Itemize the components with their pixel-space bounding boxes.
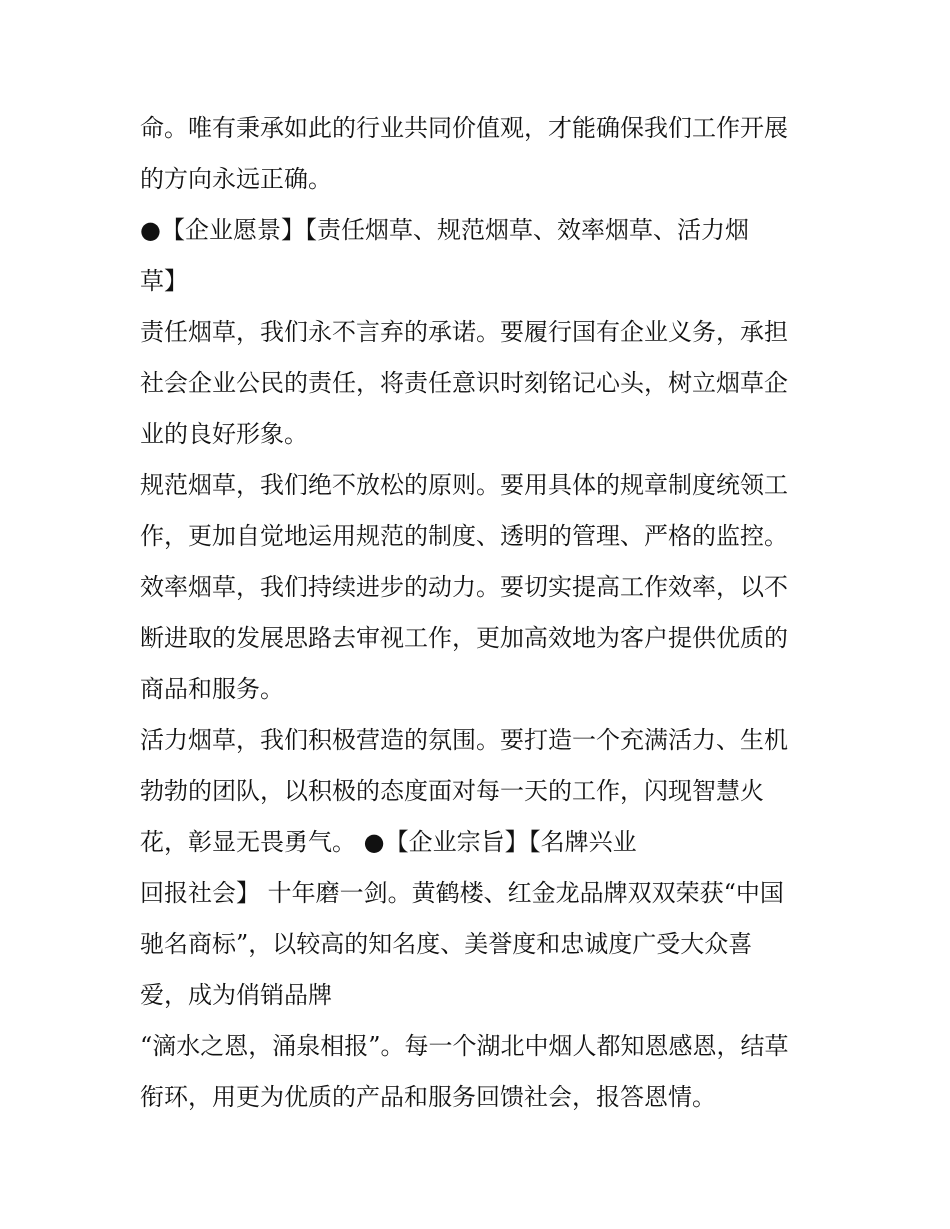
text-line: 商品和服务。 [140, 675, 284, 703]
text-line: 规范烟草，我们绝不放松的原则。要用具体的规章制度统领工 [140, 471, 788, 499]
text-line: 回报社会】 十年磨一剑。黄鹤楼、红金龙品牌双双荣获“中国 [140, 879, 784, 907]
text-line: 衔环，用更为优质的产品和服务回馈社会，报答恩情。 [140, 1083, 716, 1111]
text-line: 爱，成为俏销品牌 [140, 981, 332, 1009]
text-line: 活力烟草，我们积极营造的氛围。要打造一个充满活力、生机 [140, 726, 788, 754]
text-line: “滴水之恩，涌泉相报”。每一个湖北中烟人都知恩感恩，结草 [140, 1032, 789, 1060]
text-line: 花，彰显无畏勇气。 ●【企业宗旨】【名牌兴业 [140, 828, 637, 856]
document-body [140, 103, 830, 1123]
text-line: 效率烟草，我们持续进步的动力。要切实提高工作效率，以不 [140, 573, 788, 601]
text-line: 命。唯有秉承如此的行业共同价值观，才能确保我们工作开展 [140, 114, 788, 142]
text-line: 作，更加自觉地运用规范的制度、透明的管理、严格的监控。 [140, 522, 788, 550]
text-line: 断进取的发展思路去审视工作，更加高效地为客户提供优质的 [140, 624, 788, 652]
text-line: 业的良好形象。 [140, 420, 308, 448]
text-line: 勃勃的团队，以积极的态度面对每一天的工作，闪现智慧火 [140, 777, 764, 805]
text-line: 草】 [140, 267, 188, 295]
text-line: 责任烟草，我们永不言弃的承诺。要履行国有企业义务，承担 [140, 318, 788, 346]
text-line: 驰名商标”，以较高的知名度、美誉度和忠诚度广受大众喜 [140, 930, 753, 958]
text-line: 社会企业公民的责任，将责任意识时刻铭记心头，树立烟草企 [140, 369, 788, 397]
text-line: ●【企业愿景】【责任烟草、规范烟草、效率烟草、活力烟 [140, 216, 749, 244]
text-line: 的方向永远正确。 [140, 165, 332, 193]
